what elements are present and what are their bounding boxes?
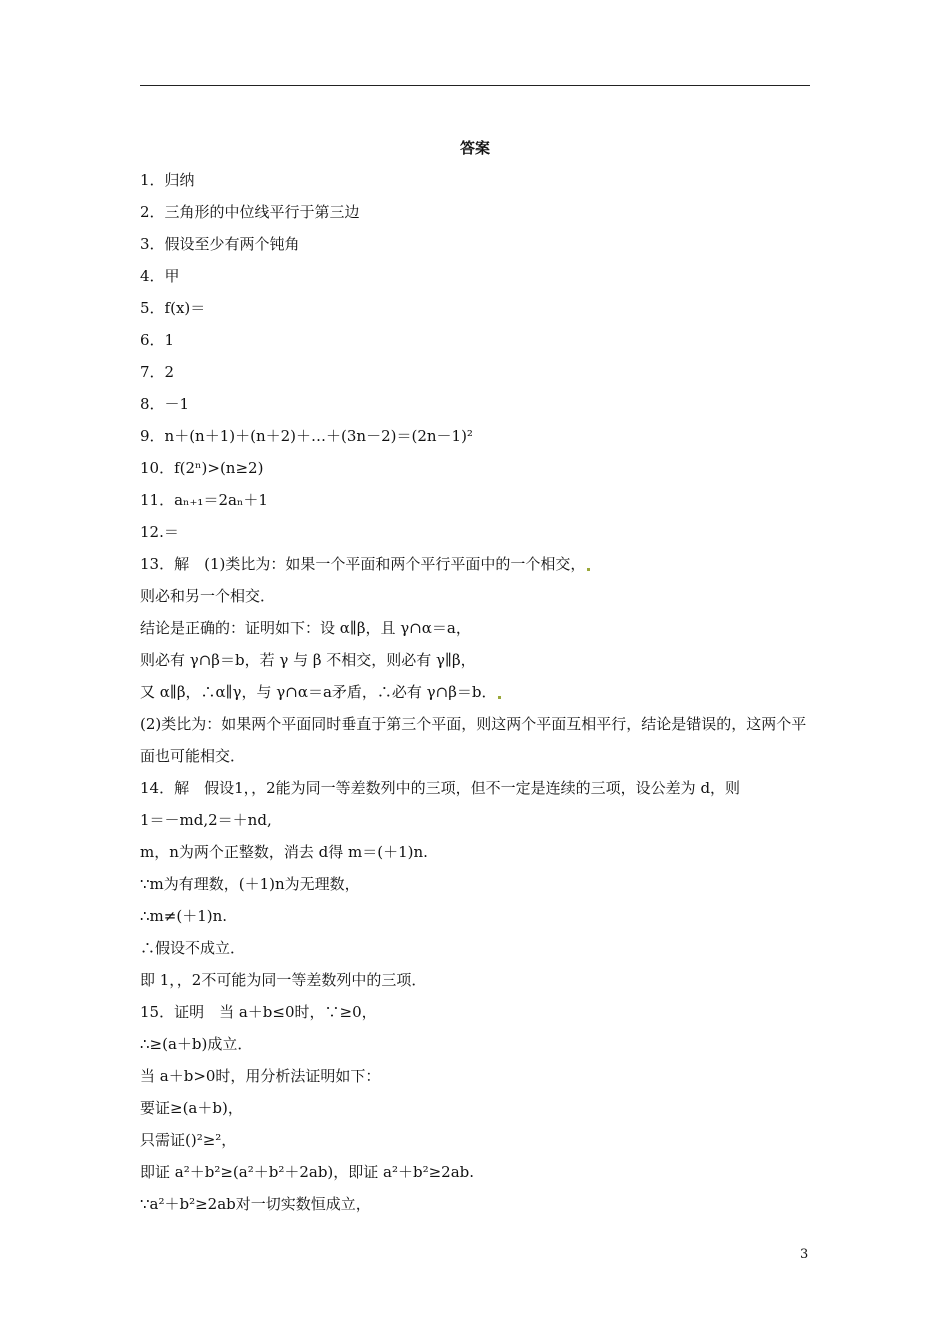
answer-14-line-5: ∴m≠(＋1)n.: [140, 907, 228, 925]
answer-4: 4．甲: [140, 267, 180, 285]
answer-13-part-2: (2)类比为：如果两个平面同时垂直于第三个平面，则这两个平面互相平行，结论是错误的，这两个平面也可能相交．: [140, 715, 807, 765]
answer-15-line-7: ∵a²＋b²≥2ab对一切实数恒成立，: [140, 1195, 371, 1213]
answer-1: 1．归纳: [140, 171, 195, 189]
answer-13-line-1: [140, 552, 812, 584]
answer-14-line-1: 14．解 假设1，，2能为同一等差数列中的三项，但不一定是连续的三项，设公差为 d，则: [140, 779, 741, 797]
answer-14-line-3: m，n为两个正整数，消去 d得 m＝(＋1)n.: [140, 843, 428, 861]
answer-14-line-4: ∵m为有理数，(＋1)n为无理数，: [140, 875, 360, 893]
answer-13-line-4: 则必有 γ∩β＝b，若 γ 与 β 不相交，则必有 γ∥β，: [140, 651, 476, 669]
answer-8: 8．－1: [140, 395, 190, 413]
answer-13-line-3: 结论是正确的：证明如下：设 α∥β，且 γ∩α＝a，: [140, 619, 471, 637]
answer-3: 3．假设至少有两个钝角: [140, 235, 300, 253]
scan-dot: [498, 696, 501, 699]
answer-15-line-3: 当 a＋b>0时，用分析法证明如下：: [140, 1067, 381, 1085]
page-number: 3: [800, 1247, 809, 1262]
answer-14-line-6: ∴假设不成立．: [140, 939, 246, 957]
answer-12: 12.＝: [140, 523, 179, 541]
answer-11: 11．aₙ₊₁＝2aₙ＋1: [140, 491, 268, 509]
answer-15-line-1: 15．证明 当 a＋b≤0时，∵≥0，: [140, 1003, 377, 1021]
answer-list: [140, 168, 812, 1224]
answer-13-text-5: 又 α∥β，∴α∥γ，与 γ∩α＝a矛盾，∴必有 γ∩β＝b．: [140, 683, 497, 701]
answer-10: 10．f(2ⁿ)>(n≥2): [140, 459, 264, 477]
answer-13-text-1: 13．解 (1)类比为：如果一个平面和两个平行平面中的一个相交，: [140, 555, 586, 573]
answer-15-line-5: 只需证()²≥²，: [140, 1131, 237, 1149]
page-title: 答案: [459, 139, 490, 157]
answer-14-line-2: 1＝－md,2＝＋nd,: [140, 811, 272, 829]
answer-2: 2．三角形的中位线平行于第三边: [140, 203, 360, 221]
answer-6: 6．1: [140, 331, 175, 349]
answer-15-line-6: 即证 a²＋b²≥(a²＋b²＋2ab)，即证 a²＋b²≥2ab.: [140, 1163, 475, 1181]
answer-15-line-4: 要证≥(a＋b)，: [140, 1099, 243, 1117]
scan-dot: [587, 568, 590, 571]
answer-7: 7．2: [140, 363, 175, 381]
answer-14-line-7: 即 1，，2不可能为同一等差数列中的三项．: [140, 971, 427, 989]
answer-9: 9．n＋(n＋1)＋(n＋2)＋…＋(3n－2)＝(2n－1)²: [140, 427, 473, 445]
answer-13-line-2: 则必和另一个相交．: [140, 587, 276, 605]
answer-5: 5．f(x)＝: [140, 299, 206, 317]
answer-15-line-2: ∴≥(a＋b)成立．: [140, 1035, 253, 1053]
header-rule: [140, 85, 810, 86]
